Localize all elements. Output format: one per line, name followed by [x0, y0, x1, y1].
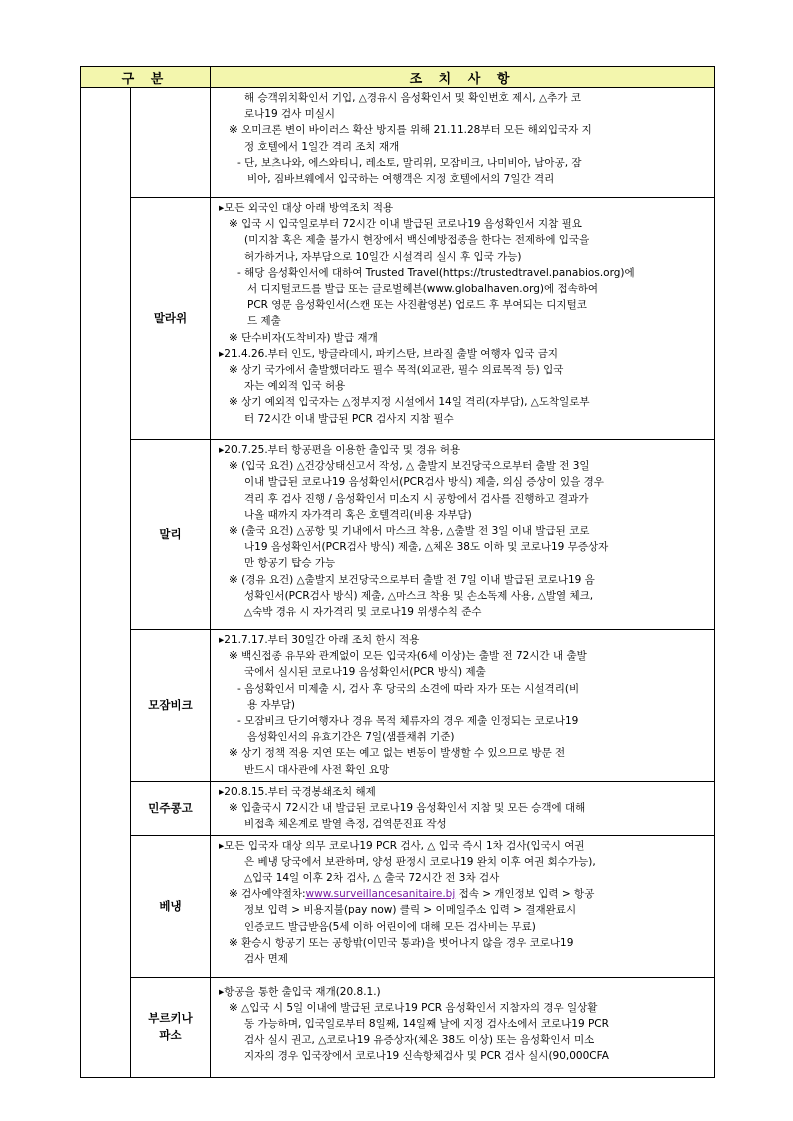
country-name: 말라위 — [131, 198, 211, 440]
text-line: ※ 단수비자(도착비자) 발급 재개 — [229, 331, 378, 344]
text-line: PCR 영문 음성확인서(스캔 또는 사진촬영본) 업로드 후 부여되는 디지털코 — [247, 299, 587, 312]
text-line: 해 승객위치확인서 기입, △경유시 음성확인서 및 확인번호 제시, △추가 코 — [244, 92, 581, 104]
text-fragment: ※ 검사예약절차: — [229, 888, 306, 901]
table-row — [81, 630, 715, 782]
measures-cell — [211, 88, 715, 198]
text-line: 격리 후 검사 진행 / 음성확인서 미소지 시 공항에서 검사를 진행하고 결과가 — [244, 492, 589, 505]
text-line: ※ 상기 국가에서 출발했더라도 필수 목적(외교관, 필수 의료목적 등) 입국 — [229, 364, 564, 377]
text-line: 검사 실시 권고, △코로나19 유증상자(체온 38도 이상) 또는 음성확인서 미소 — [244, 1034, 595, 1047]
text-line: ※ 입출국시 72시간 내 발급된 코로나19 음성확인서 지참 및 모든 승객에 대해 — [229, 802, 586, 815]
text-line: - 모잠비크 단기여행자나 경유 목적 체류자의 경우 제출 인정되는 코로나19 — [237, 715, 579, 728]
measures-cell — [211, 440, 715, 630]
country-name — [131, 977, 211, 1077]
text-line: 음성확인서의 유효기간은 7일(샘플채취 기준) — [247, 731, 455, 744]
measures-cell — [211, 198, 715, 440]
text-line: ※ 환승시 항공기 또는 공항밖(이민국 통과)을 벗어나지 않을 경우 코로나19 — [229, 936, 574, 949]
header-category: 구 분 — [81, 67, 211, 88]
text-line: ※ 상기 예외적 입국자는 △정부지정 시설에서 14일 격리(자부담), △도착일로부 — [229, 396, 590, 409]
text-line: ※ (출국 요건) △공항 및 기내에서 마스크 착용, △출발 전 3일 이내 발급된 코로 — [229, 525, 590, 538]
text-line: 이내 발급된 코로나19 음성확인서(PCR검사 방식) 제출, 의심 증상이 있을 경우 — [244, 476, 604, 489]
text-line: 허가하거나, 자부담으로 10일간 시설격리 실시 후 입국 가능) — [244, 250, 522, 263]
text-line: ▸20.8.15.부터 국경봉쇄조치 해제 — [219, 786, 376, 798]
country-name: 말리 — [131, 440, 211, 630]
text-line: 반드시 대사관에 사전 확인 요망 — [244, 763, 390, 776]
text-line: 서 디지털코드를 발급 또는 글로벌헤븐(www.globalhaven.org)에 접속하여 — [247, 283, 599, 296]
text-line: ▸모든 입국자 대상 의무 코로나19 PCR 검사, △ 입국 즉시 1차 검사(입국시 여권 — [219, 839, 585, 852]
header-measures: 조 치 사 항 — [211, 67, 715, 88]
table-row — [81, 782, 715, 836]
text-line: 국에서 실시된 코로나19 음성확인서(PCR 방식) 제출 — [244, 666, 486, 679]
text-line: △숙박 경유 시 자가격리 및 코로나19 위생수칙 준수 — [244, 606, 482, 619]
measures-cell — [211, 630, 715, 782]
text-line: ▸항공을 통한 출입국 재개(20.8.1.) — [219, 985, 381, 998]
measures-table — [80, 66, 715, 1078]
text-line: - 음성확인서 미제출 시, 검사 후 당국의 소견에 따라 자가 또는 시설격리(비 — [237, 682, 580, 695]
text-line: 정 호텔에서 1일간 격리 조치 재개 — [244, 140, 400, 153]
country-name: 모잠비크 — [131, 630, 211, 782]
region-cell — [81, 88, 131, 1078]
text-line: ※ 백신접종 유무와 관계없이 모든 입국자(6세 이상)는 출발 전 72시간 내 출발 — [229, 650, 587, 663]
text-line: 만 항공기 탑승 가능 — [244, 557, 336, 570]
measures-cell — [211, 835, 715, 977]
text-line: 로나19 검사 미실시 — [244, 108, 336, 121]
table-header-row — [81, 67, 715, 88]
text-line: 은 베냉 당국에서 보관하며, 양성 판정시 코로나19 완치 이후 여권 회수가능), — [244, 855, 596, 868]
table-row — [81, 88, 715, 198]
text-line: 나19 음성확인서(PCR검사 방식) 제출, △체온 38도 이하 및 코로나19 무증상자 — [244, 541, 609, 554]
text-line: ▸모든 외국인 대상 아래 방역조치 적용 — [219, 202, 394, 214]
text-line: 정보 입력 > 비용지불(pay now) 클릭 > 이메일주소 입력 > 결재완료시 — [244, 904, 577, 917]
text-line: 비접촉 체온계로 발열 측정, 검역문진표 작성 — [244, 818, 447, 831]
text-line: ▸21.4.26.부터 인도, 방글라데시, 파키스탄, 브라질 출발 여행자 입국 금지 — [219, 347, 558, 360]
country-name: 민주콩고 — [131, 782, 211, 836]
text-line: 자는 예외적 입국 허용 — [244, 380, 346, 393]
text-line: 지자의 경우 입국장에서 코로나19 신속항체검사 및 PCR 검사 실시(90,000CFA — [244, 1050, 609, 1063]
text-line: △입국 14일 이후 2차 검사, △ 출국 72시간 전 3차 검사 — [244, 872, 500, 885]
text-line: - 해당 음성확인서에 대하여 Trusted Travel(https://trustedtravel.panabios.org)에 — [237, 266, 635, 279]
text-line — [219, 886, 708, 902]
text-line: ※ (입국 요건) △건강상태신고서 작성, △ 출발지 보건당국으로부터 출발 전 3일 — [229, 460, 590, 473]
table-row — [81, 835, 715, 977]
text-line: ※ (경유 요건) △출발지 보건당국으로부터 출발 전 7일 이내 발급된 코로나19 음 — [229, 573, 595, 586]
text-line: 용 자부담) — [247, 698, 296, 711]
text-line: ※ 입국 시 입국일로부터 72시간 이내 발급된 코로나19 음성확인서 지참 필요 — [229, 218, 582, 231]
text-line: ※ 상기 정책 적용 지연 또는 예고 없는 변동이 발생할 수 있으므로 방문 전 — [229, 747, 566, 760]
text-line: 드 제출 — [247, 315, 281, 328]
table-row — [81, 198, 715, 440]
country-name-line: 파소 — [159, 1028, 182, 1043]
text-line: ※ 오미크론 변이 바이러스 확산 방지를 위해 21.11.28부터 모든 해외입국자 지 — [229, 124, 592, 137]
country-name: 베냉 — [131, 835, 211, 977]
country-name-line: 부르키나 — [148, 1011, 193, 1026]
text-fragment: 접속 > 개인정보 입력 > 항공 — [455, 888, 595, 901]
text-line: 비아, 짐바브웨에서 입국하는 여행객은 지정 호텔에서의 7일간 격리 — [247, 173, 555, 186]
text-line: ▸20.7.25.부터 항공편을 이용한 출입국 및 경유 허용 — [219, 444, 461, 456]
measures-cell — [211, 782, 715, 836]
table-row — [81, 440, 715, 630]
surveillance-link[interactable]: www.surveillancesanitaire.bj — [305, 888, 456, 901]
measures-cell — [211, 977, 715, 1077]
table-row — [81, 977, 715, 1077]
text-line: 나올 때까지 자가격리 혹은 호텔격리(비용 자부담) — [244, 508, 472, 521]
text-line: - 단, 보츠나와, 에스와티니, 레소토, 말리위, 모잠비크, 나미비아, 남아공, 잠 — [237, 156, 582, 169]
text-line: ▸21.7.17.부터 30일간 아래 조치 한시 적용 — [219, 634, 420, 646]
country-cell-continued — [131, 88, 211, 198]
text-line: 검사 면제 — [244, 953, 288, 966]
text-line: 성확인서(PCR검사 방식) 제출, △마스크 착용 및 손소독제 사용, △발열 체크, — [244, 589, 594, 602]
text-line: 인증코드 발급받음(5세 이하 어린이에 대해 모든 검사비는 무료) — [244, 920, 536, 933]
text-line: 동 가능하며, 입국일로부터 8일째, 14일째 날에 지정 검사소에서 코로나19 PCR — [244, 1018, 609, 1031]
text-line: ※ △입국 시 5일 이내에 발급된 코로나19 PCR 음성확인서 지참자의 경우 일상활 — [229, 1001, 598, 1014]
text-line: (미지참 혹은 제출 불가시 현장에서 백신예방접종을 한다는 전제하에 입국을 — [244, 234, 590, 247]
text-line: 터 72시간 이내 발급된 PCR 검사지 지참 필수 — [244, 412, 454, 425]
